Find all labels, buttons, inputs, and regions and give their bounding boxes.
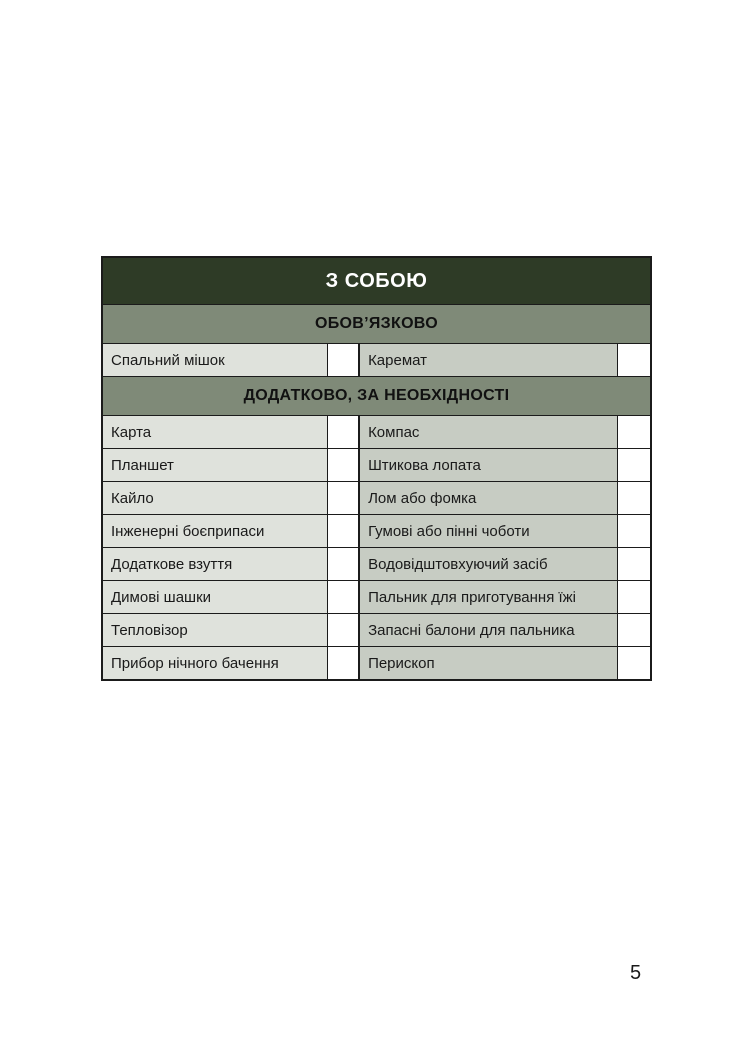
checklist-row [103,482,650,515]
item-checkbox[interactable] [618,416,650,448]
checklist-title: З СОБОЮ [103,258,650,305]
item-checkbox[interactable] [618,449,650,481]
item-checkbox[interactable] [618,647,650,679]
item-label: Лом або фомка [360,482,618,514]
item-label: Димові шашки [103,581,328,613]
item-label: Планшет [103,449,328,481]
section-heading-mandatory: ОБОВ’ЯЗКОВО [103,305,650,344]
page-number: 5 [630,962,642,984]
item-label: Інженерні боєприпаси [103,515,328,547]
item-checkbox[interactable] [328,449,360,481]
item-label: Пальник для приготування їжі [360,581,618,613]
checklist-row [103,614,650,647]
item-label: Карта [103,416,328,448]
section-heading-optional: ДОДАТКОВО, ЗА НЕОБХІДНОСТІ [103,377,650,416]
item-checkbox[interactable] [328,416,360,448]
item-checkbox[interactable] [328,548,360,580]
item-checkbox[interactable] [618,344,650,376]
item-checkbox[interactable] [618,614,650,646]
item-label: Прибор нічного бачення [103,647,328,679]
item-label: Перископ [360,647,618,679]
item-checkbox[interactable] [328,344,360,376]
item-checkbox[interactable] [328,614,360,646]
item-checkbox[interactable] [618,515,650,547]
item-label: Додаткове взуття [103,548,328,580]
checklist-row [103,344,650,377]
item-label: Каремат [360,344,618,376]
item-checkbox[interactable] [328,647,360,679]
checklist-row [103,515,650,548]
checklist-row [103,548,650,581]
item-checkbox[interactable] [618,548,650,580]
item-checkbox[interactable] [328,515,360,547]
item-label: Запасні балони для пальника [360,614,618,646]
item-label: Тепловізор [103,614,328,646]
item-checkbox[interactable] [328,482,360,514]
item-checkbox[interactable] [328,581,360,613]
item-label: Водовідштовхуючий засіб [360,548,618,580]
item-checkbox[interactable] [618,482,650,514]
item-label: Штикова лопата [360,449,618,481]
checklist-row [103,416,650,449]
item-label: Спальний мішок [103,344,328,376]
checklist-table [101,256,652,681]
item-label: Компас [360,416,618,448]
item-label: Кайло [103,482,328,514]
item-label: Гумові або пінні чоботи [360,515,618,547]
checklist-row [103,647,650,679]
checklist-row [103,449,650,482]
item-checkbox[interactable] [618,581,650,613]
checklist-row [103,581,650,614]
